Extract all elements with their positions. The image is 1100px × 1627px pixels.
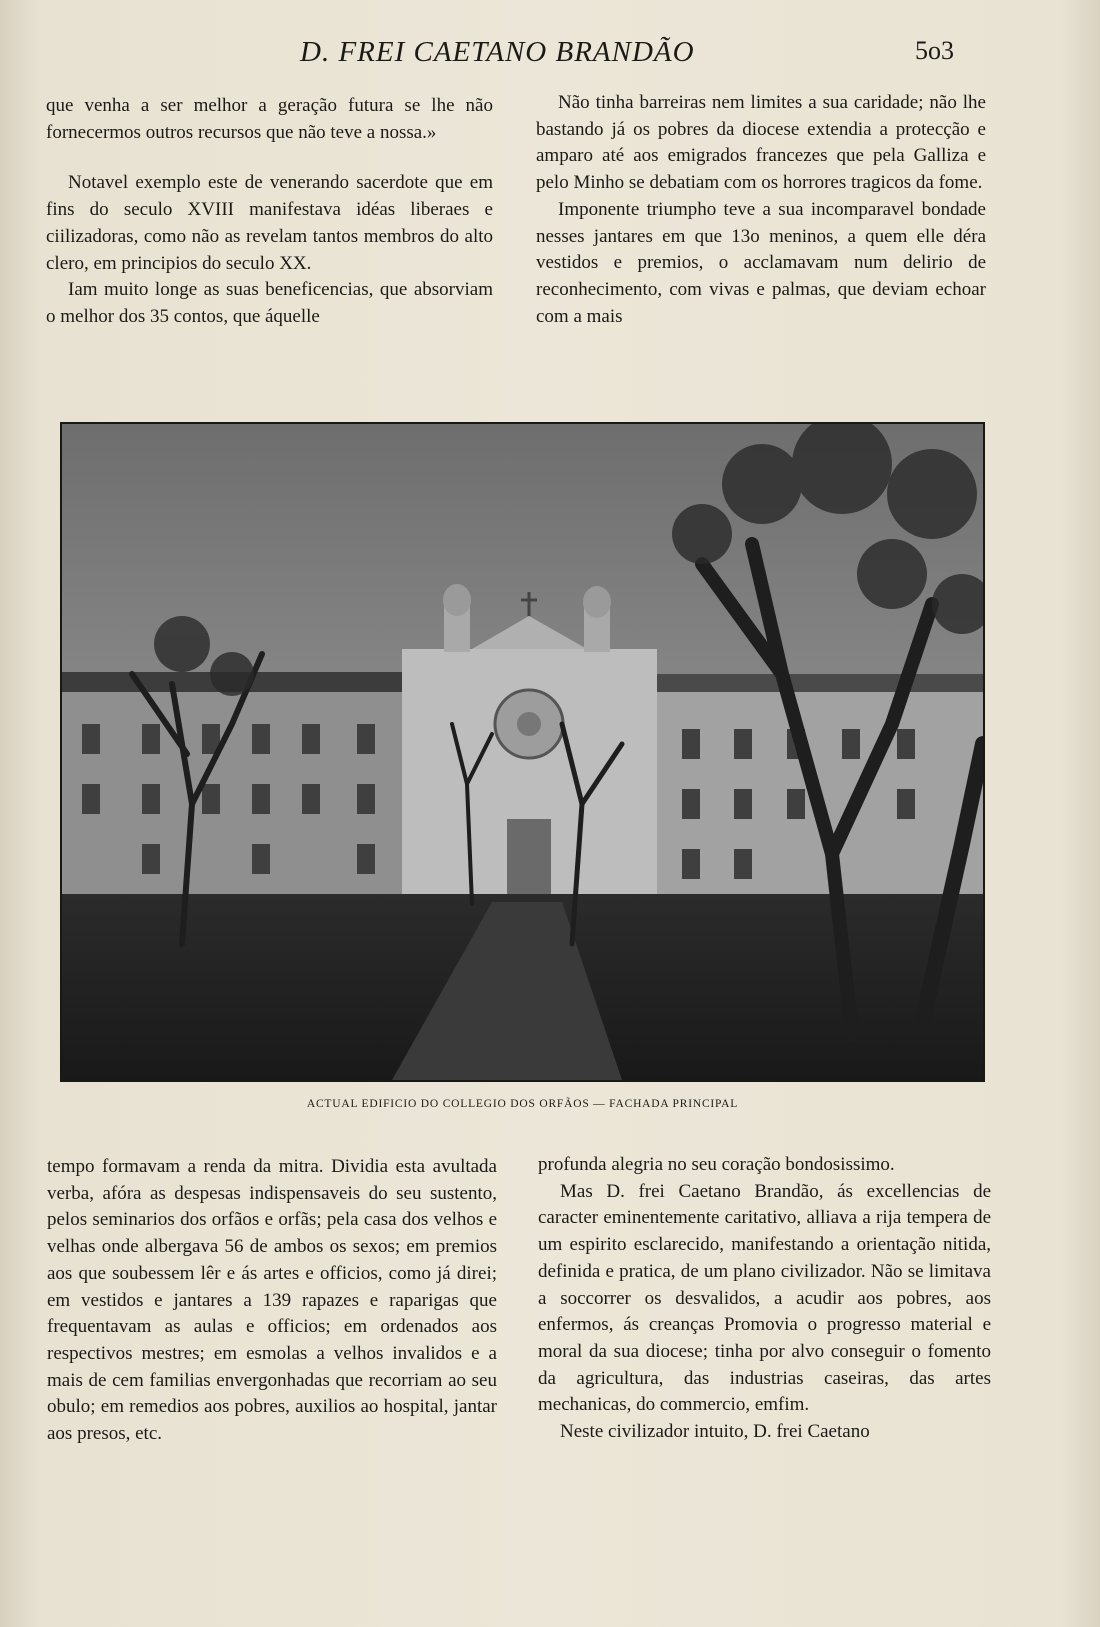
photo-caption: ACTUAL EDIFICIO DO COLLEGIO DOS ORFÃOS — FACHADA PRINCIPAL <box>306 1098 739 1110</box>
bottom-right-column <box>538 1152 991 1446</box>
paragraph: que venha a ser melhor a geração futura se lhe não fornecermos outros recursos que não teve a nossa.» <box>46 95 493 143</box>
building-photograph <box>60 422 985 1082</box>
top-right-column <box>536 90 986 330</box>
top-left-column <box>46 93 493 331</box>
page-number: 5o3 <box>915 36 954 65</box>
paragraph: Iam muito longe as suas beneficencias, que absorviam o melhor dos 35 contos, que áquelle <box>46 279 493 327</box>
bottom-left-column <box>47 1154 497 1448</box>
paragraph: Imponente triumpho teve a sua incomparavel bondade nesses jantares em que 13o meninos, a quem elle déra vestidos e premios, o acclamavam num delirio de reconhecimento, com vivas e palmas, que deviam echoar com a mais <box>536 198 986 327</box>
paragraph: Mas D. frei Caetano Brandão, ás excellencias de caracter eminentemente caritativo, alliava a rija tempera de um espirito esclarecido, manifestando a orientação nitida, definida e pratica, de um plano civilizador. Não se limitava a soccorrer os desvalidos, a acudir aos pobres, aos enfermos, ás creanças Promovia o progresso material e moral da sua diocese; tinha por alvo conseguir o fomento da agricultura, das industrias caseiras, das artes mechanicas, do commercio, emfim. <box>538 1180 991 1416</box>
running-head <box>0 36 1100 70</box>
paragraph: Não tinha barreiras nem limites a sua caridade; não lhe bastando já os pobres da diocese extendia a protecção e amparo até aos emigrados francezes que pela Galliza e pelo Minho se debatiam com os horrores tragicos da fome. <box>536 92 986 194</box>
paragraph: Neste civilizador intuito, D. frei Caetano <box>560 1421 870 1443</box>
running-head-title: D. FREI CAETANO BRANDÃO <box>300 36 695 68</box>
paragraph: profunda alegria no seu coração bondosissimo. <box>538 1154 895 1175</box>
photograph-image <box>62 424 983 1080</box>
paragraph: Notavel exemplo este de venerando sacerdote que em fins do seculo XVIII manifestava idéas liberaes e ciilizadoras, como não as revelam tantos membros do alto clero, em principios do seculo XX. <box>46 172 493 274</box>
paragraph: tempo formavam a renda da mitra. Dividia esta avultada verba, afóra as despesas indispensaveis do seu sustento, pelos seminarios dos orfãos e orfãs; pela casa dos velhos e velhas onde albergava 56 de ambos os sexos; em premios aos que soubessem lêr e ás artes e officios, como já direi; em vestidos e jantares a 139 rapazes e raparigas que frequentavam as aulas e officios; em ordenados aos respectivos mestres; em esmolas a velhos invalidos e a mais de cem familias envergonhadas que recorriam ao seu obulo; em remedios aos pobres, auxilios ao hospital, jantar aos presos, etc. <box>47 1156 497 1445</box>
